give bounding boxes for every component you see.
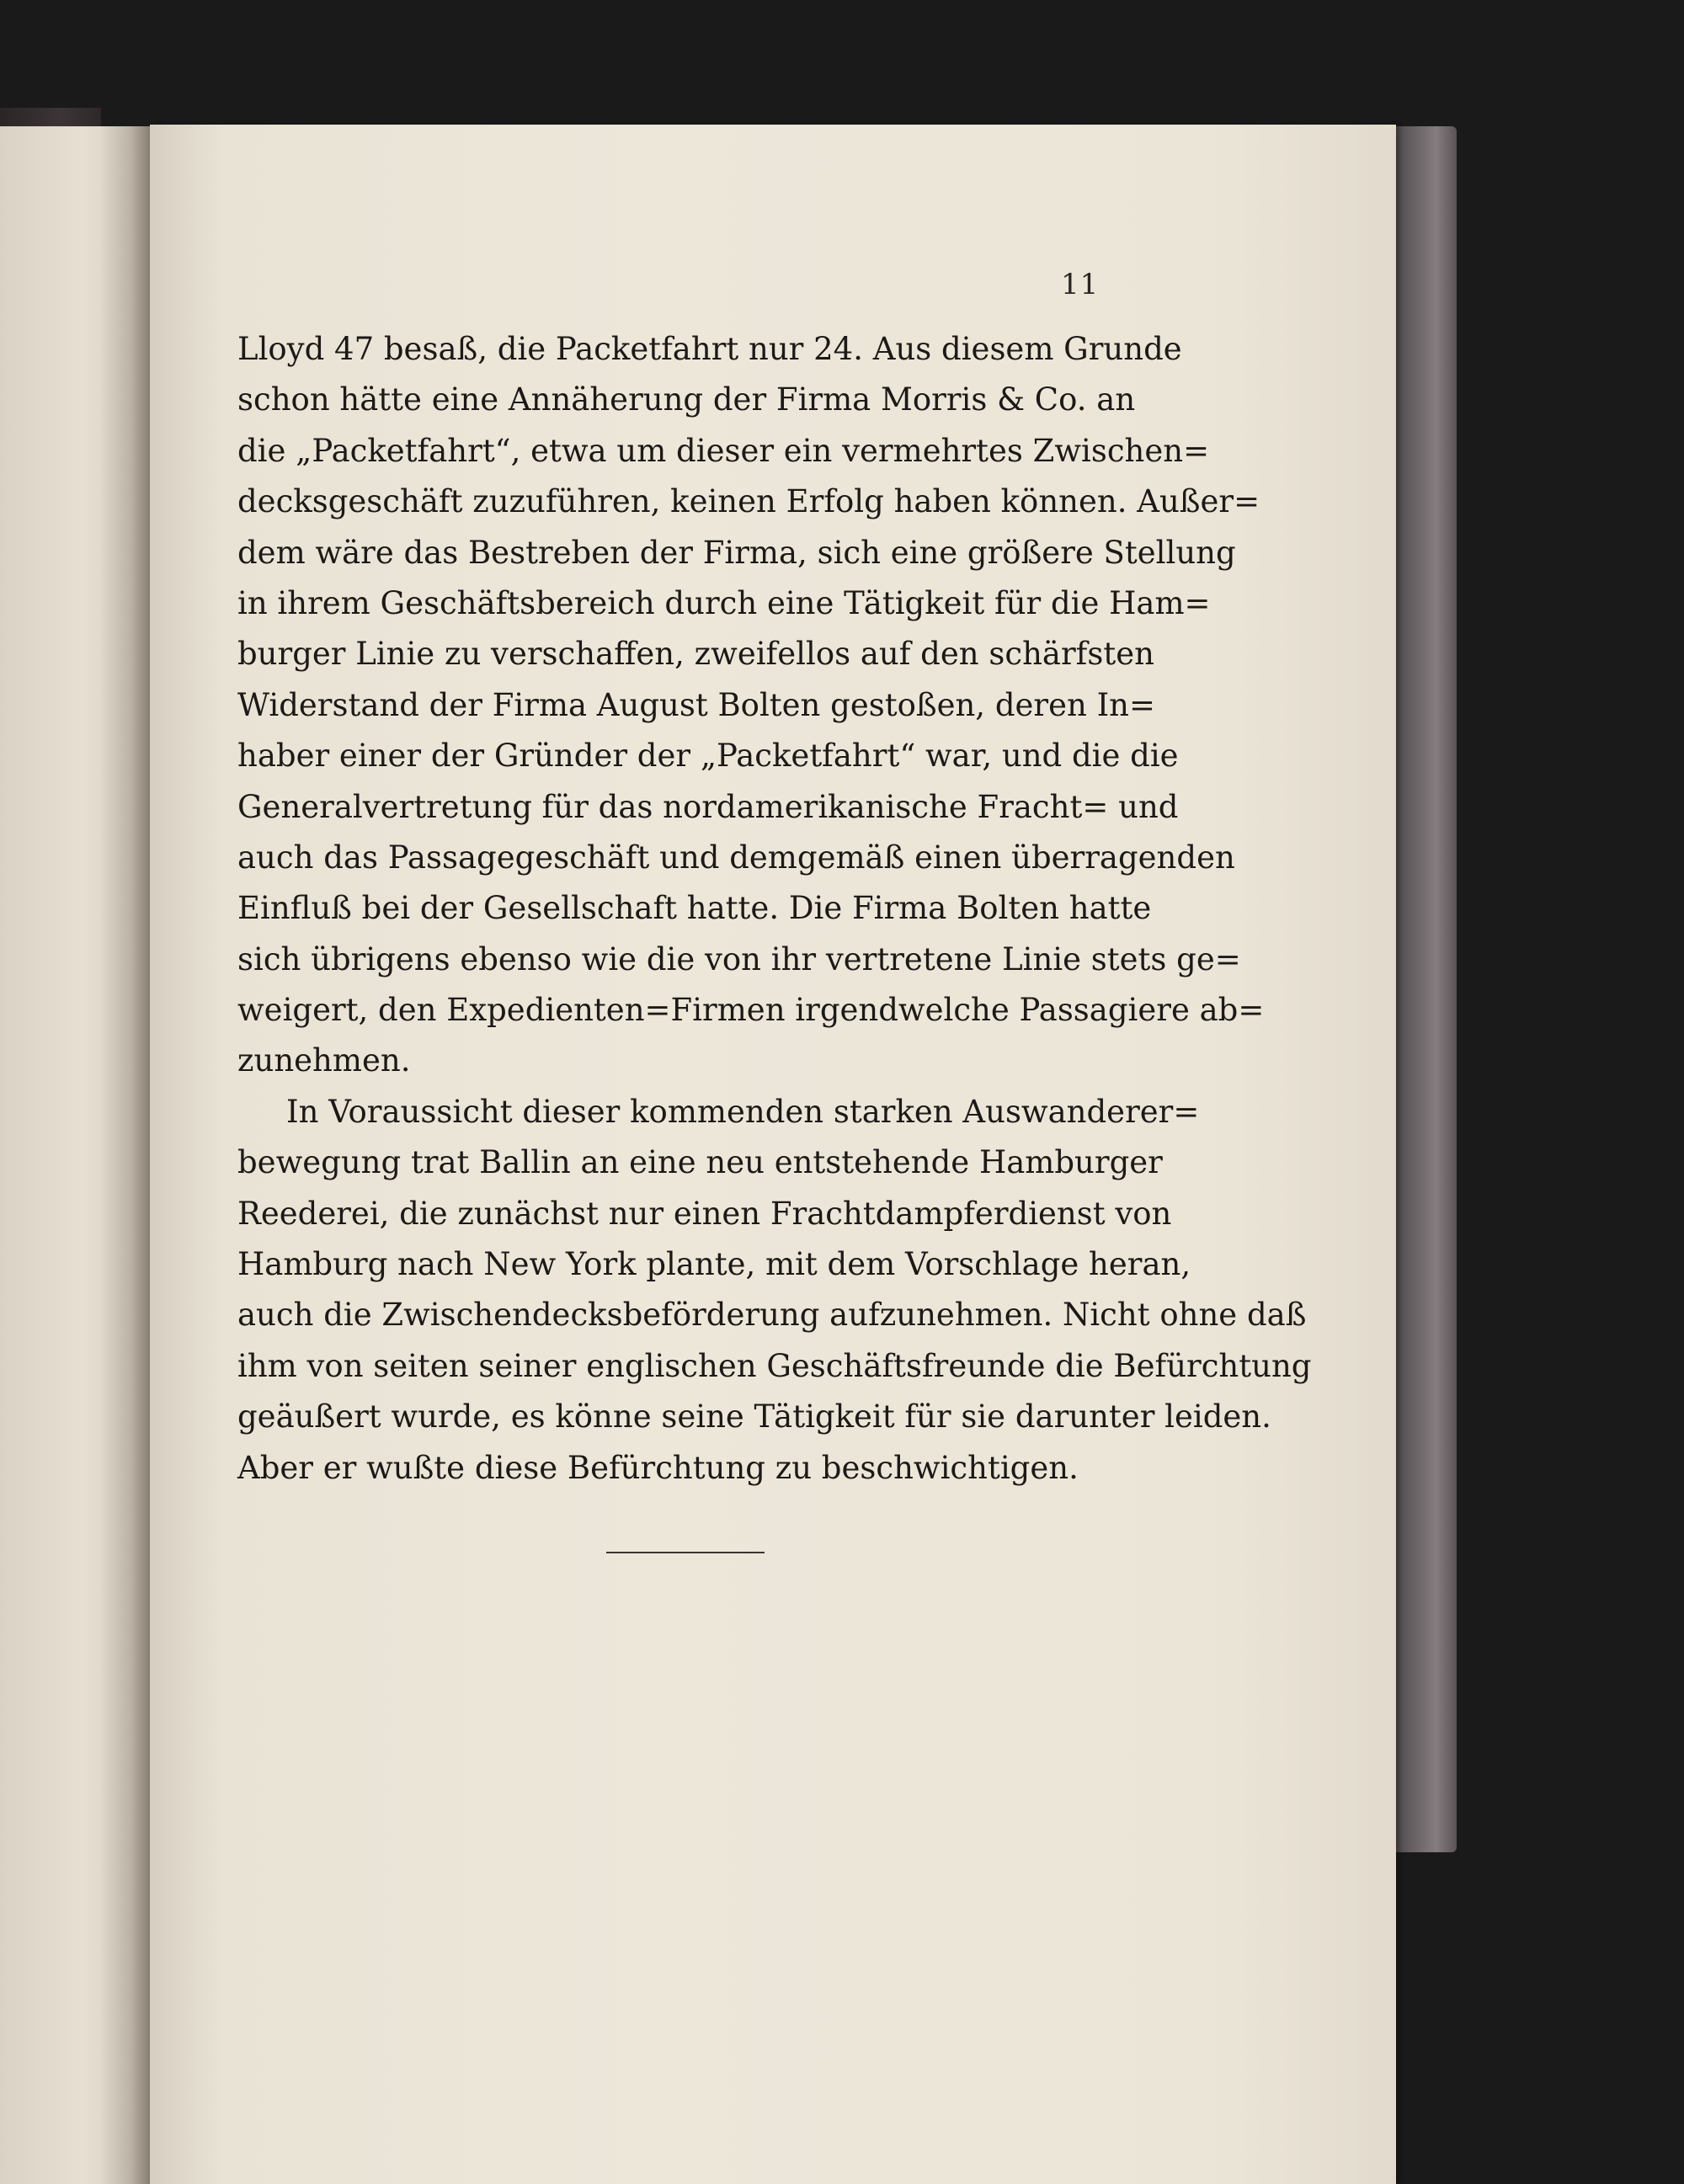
text-line: die „Packetfahrt“, etwa um dieser ein vermehrtes Zwischen= [237,432,1210,469]
text-line: Generalvertretung für das nordamerikanische Fracht= und [237,788,1179,825]
paragraph-1 [237,324,1265,1087]
section-end-rule [606,1552,765,1553]
text-line: Widerstand der Firma August Bolten gestoßen, deren In= [237,686,1156,723]
text-line: auch die Zwischendecksbeförderung aufzunehmen. Nicht ohne daß [237,1297,1307,1334]
text-line: geäußert wurde, es könne seine Tätigkeit für sie darunter leiden. [237,1398,1271,1436]
body-text [237,324,1312,1494]
text-line: schon hätte eine Annäherung der Firma Morris & Co. an [237,381,1136,418]
text-line: In Voraussicht dieser kommenden starken Auswanderer= [286,1093,1200,1130]
page-number: 11 [1061,268,1100,301]
text-line: decksgeschäft zuzuführen, keinen Erfolg haben können. Außer= [237,483,1260,520]
text-line: zunehmen. [237,1042,411,1079]
text-line: weigert, den Expedienten=Firmen irgendwelche Passagiere ab= [237,992,1265,1029]
text-line: Aber er wußte diese Befürchtung zu beschwichtigen. [237,1449,1079,1486]
paragraph-2 [237,1087,1312,1494]
book-gutter [99,126,150,2184]
text-line: Hamburg nach New York plante, mit dem Vorschlage heran, [237,1246,1191,1283]
text-line: ihm von seiten seiner englischen Geschäftsfreunde die Befürchtung [237,1347,1312,1384]
text-line: burger Linie zu verschaffen, zweifellos auf den schärfsten [237,636,1154,673]
text-line: Lloyd 47 besaß, die Packetfahrt nur 24. Aus diesem Grunde [237,331,1182,367]
text-line: bewegung trat Ballin an eine neu entstehende Hamburger [237,1144,1163,1181]
text-line: in ihrem Geschäftsbereich durch eine Tätigkeit für die Ham= [237,584,1211,621]
text-line: Reederei, die zunächst nur einen Frachtdampferdienst von [237,1195,1172,1232]
book-cover-right [1389,126,1457,1852]
text-line: sich übrigens ebenso wie die von ihr vertretene Linie stets ge= [237,940,1241,977]
text-line: Einfluß bei der Gesellschaft hatte. Die Firma Bolten hatte [237,890,1152,927]
text-line: haber einer der Gründer der „Packetfahrt“ war, und die die [237,738,1179,775]
text-line: auch das Passagegeschäft und demgemäß einen überragenden [237,839,1235,876]
text-line: dem wäre das Bestreben der Firma, sich eine größere Stellung [237,534,1236,571]
